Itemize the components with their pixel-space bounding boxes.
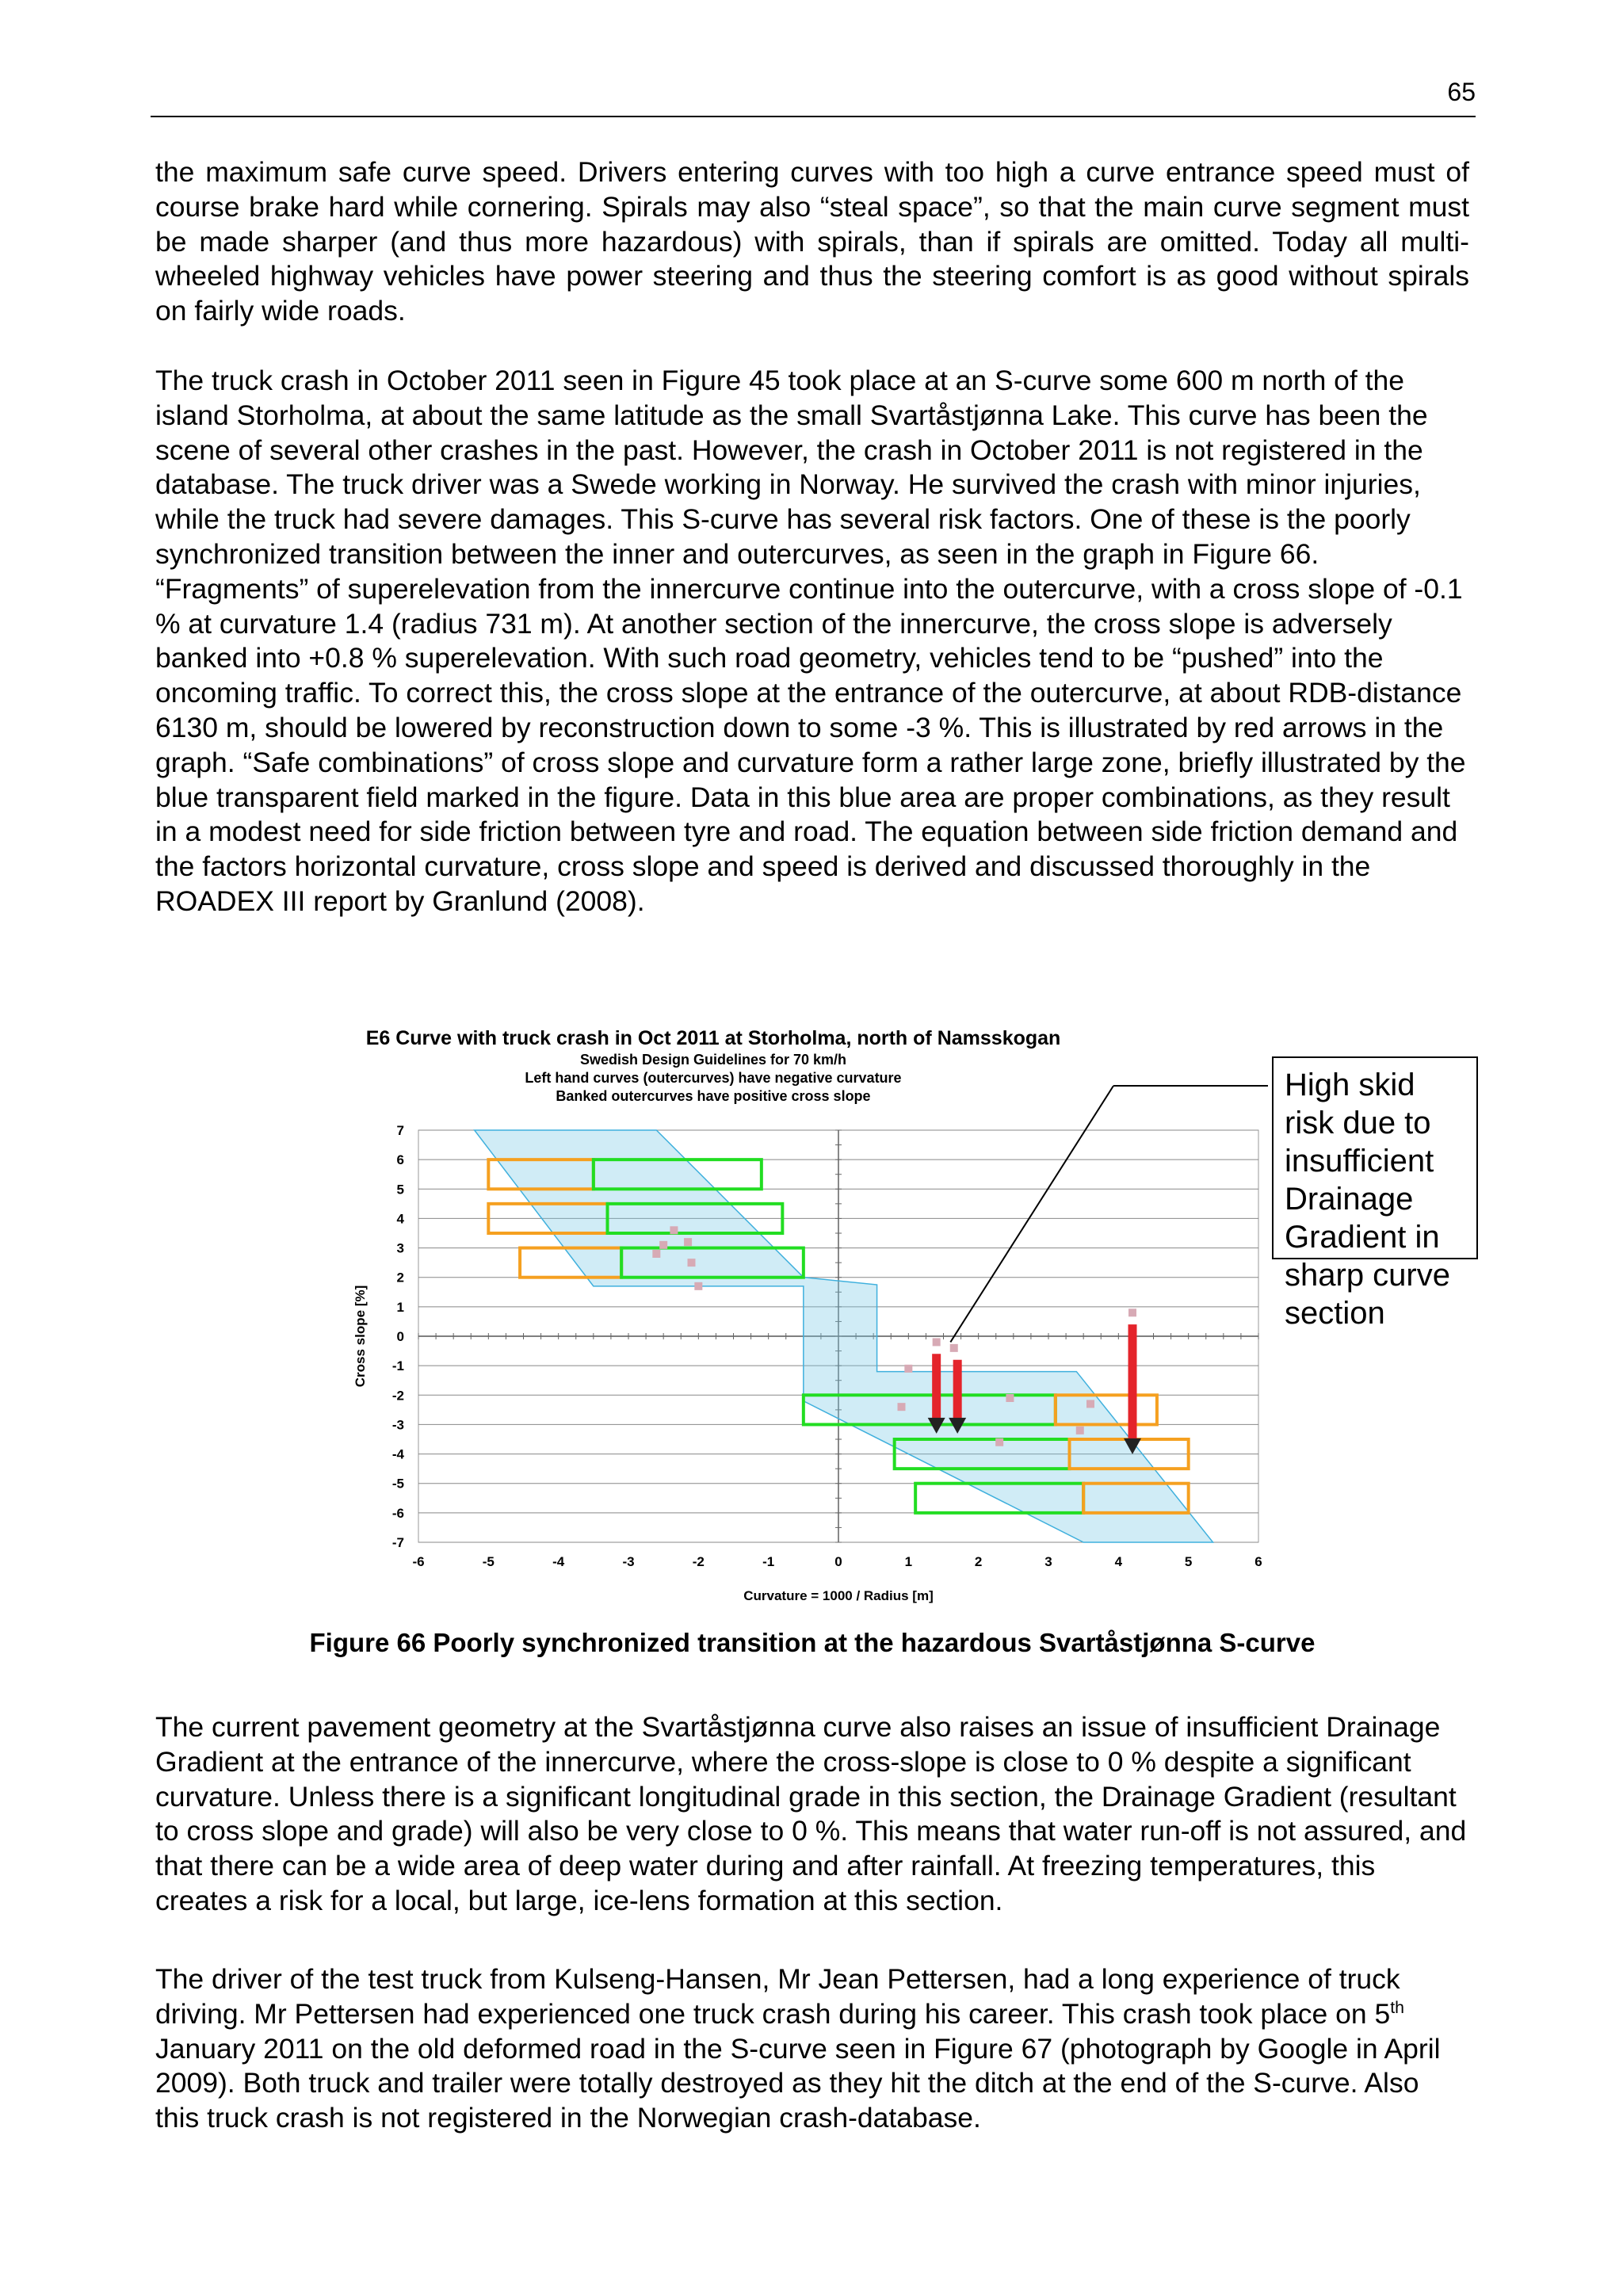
crash-data-point (694, 1282, 702, 1290)
crash-data-point (995, 1438, 1003, 1446)
x-tick-label: -1 (762, 1554, 775, 1569)
callout-box: High skid risk due to insufficient Drainage Gradient in sharp curve section (1272, 1056, 1478, 1259)
y-tick-label: -7 (391, 1535, 404, 1550)
header-rule (151, 116, 1476, 117)
ordinal-suffix: th (1390, 1997, 1404, 2017)
crash-data-point (659, 1241, 667, 1249)
crash-data-point (1006, 1394, 1014, 1402)
crash-data-point (1086, 1400, 1094, 1408)
chart-subtitle: Left hand curves (outercurves) have negative curvature (525, 1070, 902, 1086)
chart-title: E6 Curve with truck crash in Oct 2011 at Storholma, north of Namsskogan (365, 1027, 1061, 1049)
y-tick-label: 6 (396, 1152, 404, 1168)
y-tick-label: -3 (391, 1417, 404, 1433)
paragraph-4 (155, 1962, 1469, 2136)
y-tick-label: -2 (391, 1388, 404, 1404)
paragraph-2: The truck crash in October 2011 seen in Figure 45 took place at an S-curve some 600 m north of the island Storholma, at about the same latitude as the small Svartåstjønna Lake. This curve has been the scene of several other crashes in the past. However, the crash in October 2011 is not registered in the database. The truck driver was a Swede working in Norway. He survived the crash with minor injuries, while the truck had severe damages. This S-curve has several risk factors. One of these is the poorly synchronized transition between the inner and outercurves, as seen in the graph in Figure 66. “Fragments” of superelevation from the innercurve continue into the outercurve, with a cross slope of -0.1 % at curvature 1.4 (radius 731 m). At another section of the innercurve, the cross slope is adversely banked into +0.8 % superelevation. With such road geometry, vehicles tend to be “pushed” into the oncoming traffic. To correct this, the cross slope at the entrance of the outercurve, at about RDB-distance 6130 m, should be lowered by reconstruction down to some -3 %. This is illustrated by red arrows in the graph. “Safe combinations” of cross slope and curvature form a rather large zone, briefly illustrated by the blue transparent field marked in the figure. Data in this blue area are proper combinations, as they result in a modest need for side friction between tyre and road. The equation between side friction demand and the factors horizontal curvature, cross slope and speed is derived and discussed thoroughly in the ROADEX III report by Granlund (2008). (155, 365, 1466, 917)
crash-data-point (1076, 1427, 1084, 1435)
y-axis-label: Cross slope [%] (353, 1285, 368, 1388)
x-tick-label: 1 (904, 1554, 913, 1569)
paragraph-4-part-b: January 2011 on the old deformed road in the S-curve seen in Figure 67 (photograph by Google in April 2009). Both truck and trailer were totally destroyed as they hit the ditch at the end of the S-curve. Also this truck crash is not registered in the Norwegian crash-database. (155, 2032, 1441, 2134)
y-tick-label: 0 (396, 1329, 404, 1344)
paragraph-3: The current pavement geometry at the Svartåstjønna curve also raises an issue of insufficient Drainage Gradient at the entrance of the innercurve, where the cross-slope is close to 0 % despite a significant curvature. Unless there is a significant longitudinal grade in this section, the Drainage Gradient (resultant to cross slope and grade) will also be very close to 0 %. This means that water run-off is not assured, and that there can be a wide area of deep water during and after rainfall. At freezing temperatures, this creates a risk for a local, but large, ice-lens formation at this section. (155, 1711, 1467, 1916)
x-tick-label: -3 (622, 1554, 635, 1569)
y-tick-label: 1 (396, 1299, 404, 1315)
y-tick-label: -5 (391, 1476, 404, 1492)
x-tick-label: -4 (552, 1554, 565, 1569)
x-axis-label: Curvature = 1000 / Radius [m] (743, 1588, 934, 1603)
y-tick-label: 5 (396, 1182, 404, 1198)
x-tick-label: 6 (1254, 1554, 1262, 1569)
paragraph-4-part-a: The driver of the test truck from Kulseng-Hansen, Mr Jean Pettersen, had a long experience of truck driving. Mr Pettersen had experienced one truck crash during his career. This crash took place on 5 (155, 1963, 1400, 2030)
x-tick-label: 4 (1114, 1554, 1123, 1569)
paragraph-1: the maximum safe curve speed. Drivers entering curves with too high a curve entrance speed must of course brake hard while cornering. Spirals may also “steal space”, so that the main curve segment must be made sharper (and thus more hazardous) with spirals, than if spirals are omitted. Today all multi-wheeled highway vehicles have power steering and thus the steering comfort is as good without spirals on fairly wide roads. (155, 156, 1469, 327)
chart-subtitle: Banked outercurves have positive cross slope (556, 1088, 871, 1104)
y-tick-label: 3 (396, 1240, 404, 1256)
figure-caption: Figure 66 Poorly synchronized transition at the hazardous Svartåstjønna S-curve (309, 1628, 1316, 1657)
chart (349, 1013, 1268, 1623)
y-tick-label: 2 (396, 1270, 404, 1286)
x-tick-label: 2 (974, 1554, 983, 1569)
crash-data-point (898, 1403, 906, 1411)
y-tick-label: 4 (396, 1211, 404, 1227)
x-tick-label: -6 (412, 1554, 425, 1569)
crash-data-point (684, 1238, 692, 1246)
crash-data-point (652, 1250, 660, 1258)
x-tick-label: 3 (1044, 1554, 1052, 1569)
y-tick-label: 7 (396, 1123, 404, 1138)
crash-data-point (688, 1259, 696, 1266)
crash-data-point (904, 1365, 912, 1373)
x-tick-label: 5 (1184, 1554, 1193, 1569)
chart-layer (353, 1027, 1268, 1603)
y-tick-label: -1 (391, 1358, 404, 1374)
chart-subtitle: Swedish Design Guidelines for 70 km/h (579, 1052, 847, 1068)
x-tick-label: -5 (482, 1554, 495, 1569)
crash-data-point (950, 1344, 958, 1352)
crash-data-point (1128, 1308, 1136, 1316)
page-number: 65 (1447, 78, 1476, 106)
crash-data-point (933, 1338, 941, 1346)
x-tick-label: -2 (692, 1554, 705, 1569)
crash-data-point (670, 1226, 678, 1234)
x-tick-label: 0 (834, 1554, 842, 1569)
y-tick-label: -6 (391, 1505, 404, 1521)
y-tick-label: -4 (391, 1446, 404, 1462)
